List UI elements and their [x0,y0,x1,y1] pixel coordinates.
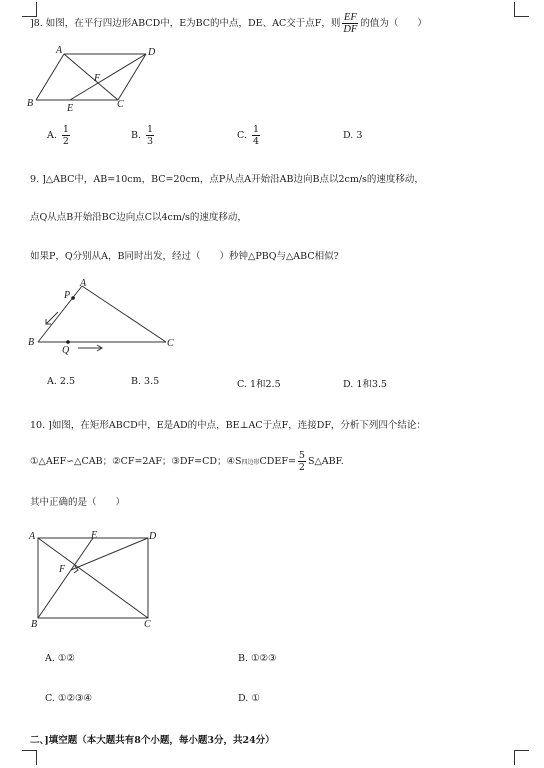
q10-line-3: 其中正确的是（ ） [30,497,126,508]
q10-line-1: 10. ]如图，在矩形ABCD中，E是AD的中点，BE⊥AC于点F，连接DF，分析下列四个结论： [30,420,426,431]
q8-stem-start: ]8. 如图，在平行四边形ABCD中，E为BC的中点，DE、AC交于点F，则 [30,18,341,29]
q8-option-a-num: 1 [62,124,69,135]
q10-option-d[interactable]: D. ① [238,693,260,704]
q8-option-a-den: 2 [62,136,69,147]
corner-mark-bottom-right [514,750,529,765]
q9-seg-ac [82,286,166,342]
q8-option-c-frac [252,124,260,147]
q8-label-e: E [67,103,74,112]
q8-option-b-frac [146,124,154,147]
q8-option-c-letter: C. [237,130,247,141]
q10-label-d: D [149,531,157,542]
q8-fraction-num: EF [343,12,357,23]
q8-option-a-frac [62,124,70,147]
q10-label-f: F [59,564,66,575]
q9-seg-ab [38,286,82,342]
q9-label-p: P [64,290,71,301]
q8-fraction [342,12,358,35]
q8-label-b: B [27,98,34,109]
q10-conc-frac [298,450,306,473]
q10-conc-den: 2 [298,462,305,473]
q10-option-b[interactable]: B. ①②③ [238,653,277,664]
corner-mark-top-right [514,2,529,17]
q9-arrow-p [46,312,58,324]
q10-conc-sub: 四边形 [241,459,260,466]
q8-option-d-text: 3 [356,130,363,141]
q8-seg-de [70,54,146,100]
q10-conclusions [30,450,344,473]
q10-seg-ac [38,538,148,618]
q10-conc-end: S△ABF. [307,456,344,467]
q10-conc-start: ①△AEF∽△CAB；②CF=2AF；③DF=CD；④S [30,456,242,467]
q9-option-c[interactable]: C. 1和2.5 [237,379,281,390]
q9-line-2: 点Q从点B开始沿BC边向点C以4cm/s的速度移动， [30,212,247,223]
q9-point-q [66,340,70,344]
q10-conc-num: 5 [298,450,305,461]
corner-mark-bottom-left [22,750,37,765]
q8-option-c-num: 1 [252,124,260,135]
q8-option-c-den: 4 [252,136,260,147]
q8-option-b-letter: B. [131,130,142,141]
q10-label-c: C [144,619,151,630]
q10-label-e: E [91,530,98,541]
q8-option-d[interactable] [343,130,362,141]
q9-point-p [71,296,75,300]
q8-stem [30,12,427,35]
q8-option-b-num: 1 [147,124,154,135]
q9-line-3: 如果P，Q分别从A，B同时出发，经过（ ）秒钟△PBQ与△ABC相似? [30,251,339,262]
q10-seg-be [38,538,93,618]
q8-label-a: A [56,45,63,56]
q8-option-b-den: 3 [147,136,154,147]
q10-option-a[interactable]: A. ①② [45,653,75,664]
q8-parallelogram-figure [26,44,162,112]
q8-label-c: C [117,99,124,110]
q8-stem-end: 的值为（ ） [360,18,427,29]
q9-label-b: B [28,337,35,348]
q9-label-q: Q [62,345,70,356]
q8-seg-dc [118,54,146,100]
q9-option-a[interactable]: A. 2.5 [47,376,76,387]
q8-label-f: F [94,73,101,84]
q8-option-c[interactable] [237,124,262,147]
q10-conc-mid: CDEF= [259,456,296,467]
q8-label-d: D [148,47,156,58]
q9-label-a: A [80,278,87,289]
q10-option-c[interactable]: C. ①②③④ [45,693,93,704]
q8-option-a-letter: A. [47,130,57,141]
q9-triangle-figure [26,276,186,356]
q10-label-b: B [31,619,38,630]
q8-option-d-letter: D. [343,130,354,141]
q9-option-d[interactable]: D. 1和3.5 [343,379,387,390]
q8-seg-ac [64,54,118,100]
q8-fraction-den: DF [343,24,358,35]
q9-option-b[interactable]: B. 3.5 [131,376,160,387]
q9-label-c: C [167,338,174,349]
q9-line-1: 9. ]△ABC中，AB=10cm，BC=20cm，点P从点A开始沿AB边向B点以2cm/s的速度移动， [30,174,424,185]
q8-option-a[interactable] [47,124,72,147]
q8-option-b[interactable] [131,124,156,147]
section-heading: 二、]填空题（本大题共有8个小题，每小题3分，共24分） [30,735,275,746]
q8-seg-ab [36,54,64,100]
q10-label-a: A [29,531,36,542]
q10-rectangle-figure [26,528,162,632]
